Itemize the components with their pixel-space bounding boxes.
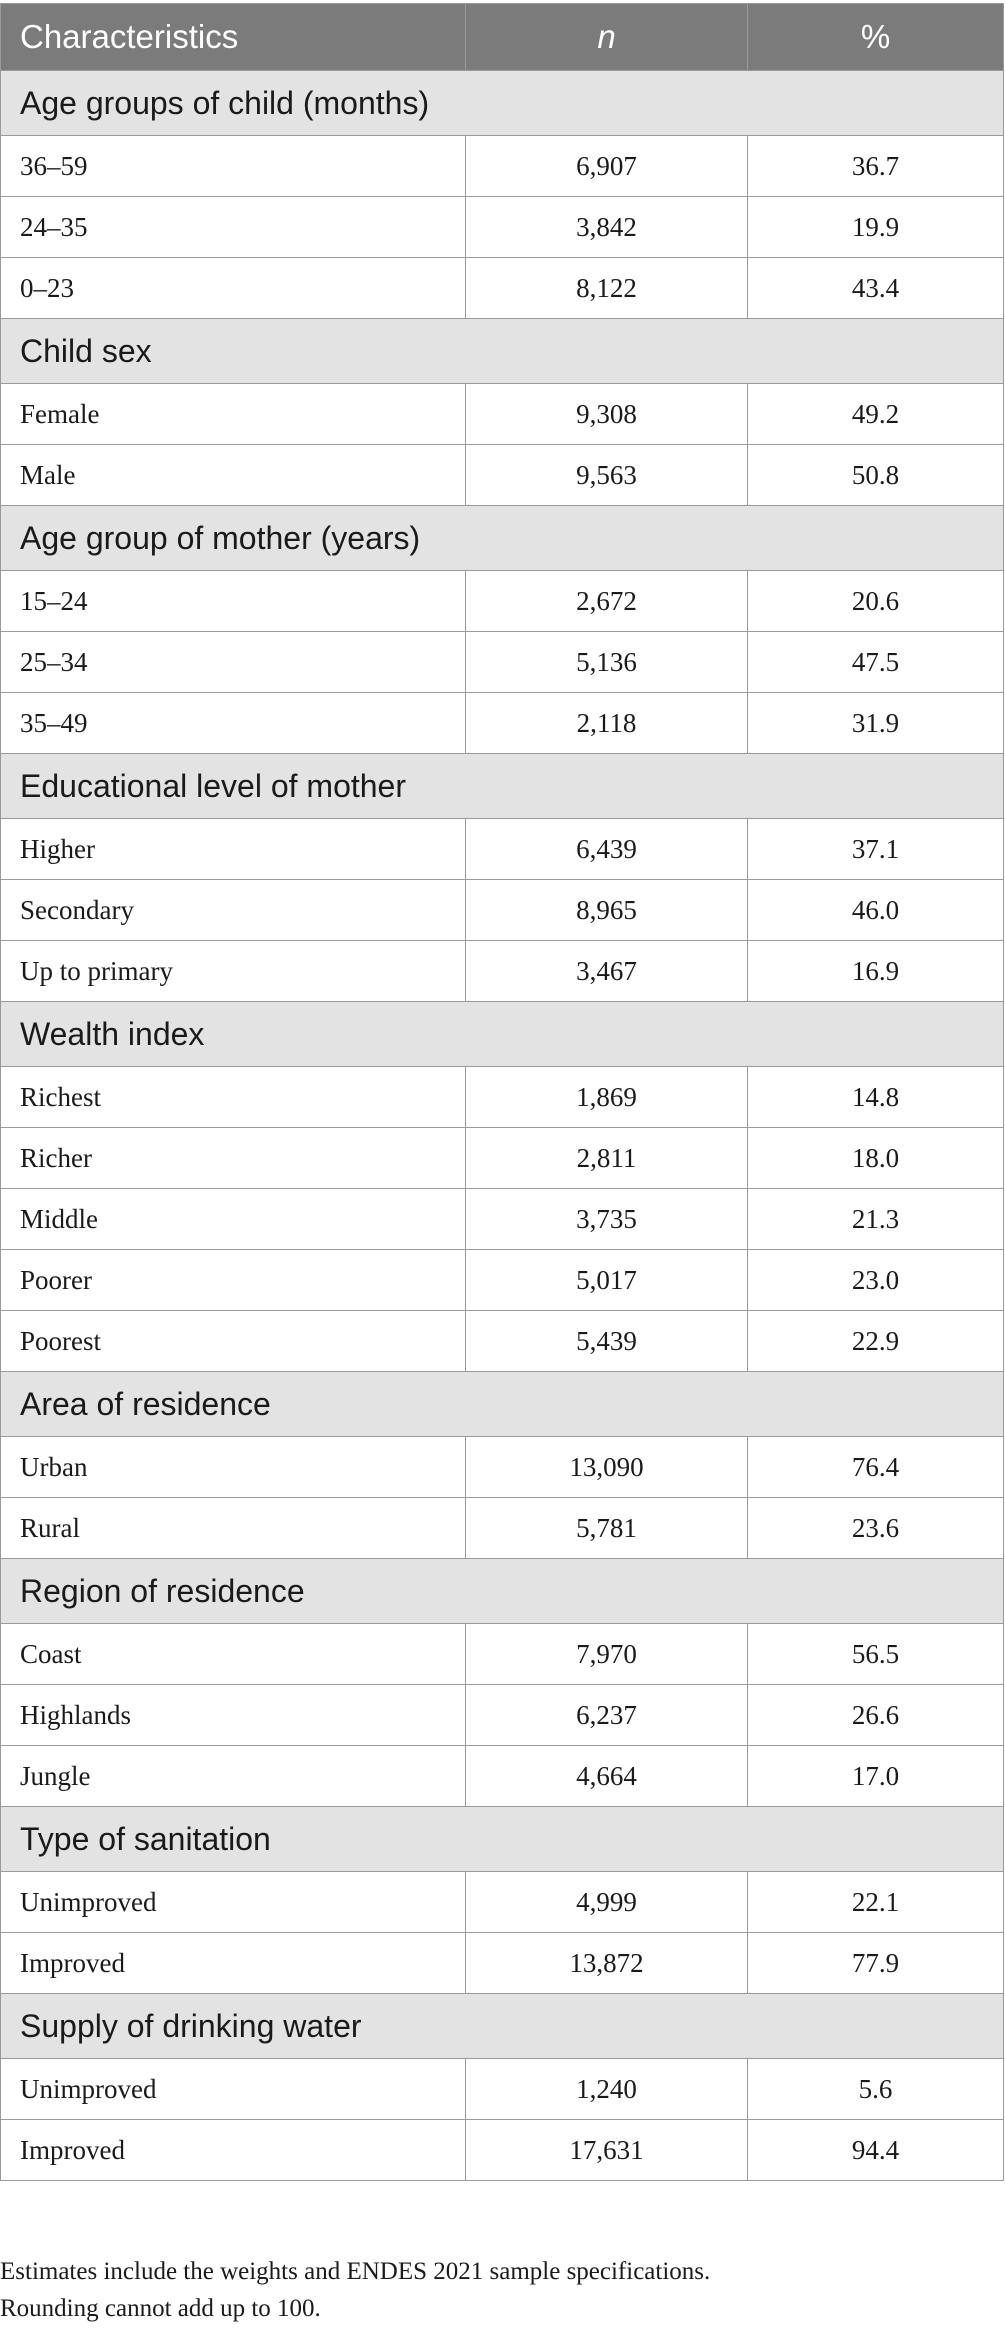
section-title: Child sex [1, 319, 1004, 384]
row-label: Male [1, 445, 466, 506]
row-percent-value: 37.1 [748, 819, 1004, 880]
row-percent-value: 46.0 [748, 880, 1004, 941]
row-n-value: 17,631 [466, 2120, 748, 2181]
section-header-row [1, 1559, 1004, 1624]
row-n-value: 9,308 [466, 384, 748, 445]
characteristics-table-container [0, 3, 1003, 2181]
header-n: n [466, 4, 748, 71]
row-percent-value: 22.9 [748, 1311, 1004, 1372]
table-row [1, 1128, 1004, 1189]
row-label: 24–35 [1, 197, 466, 258]
row-percent-value: 56.5 [748, 1624, 1004, 1685]
row-n-value: 1,240 [466, 2059, 748, 2120]
row-n-value: 6,439 [466, 819, 748, 880]
row-percent-value: 50.8 [748, 445, 1004, 506]
row-label: Unimproved [1, 1872, 466, 1933]
section-header-row [1, 506, 1004, 571]
row-n-value: 5,136 [466, 632, 748, 693]
row-label: Middle [1, 1189, 466, 1250]
footnote-line-1: Estimates include the weights and ENDES 2021 sample specifications. [0, 2258, 711, 2285]
header-row [1, 4, 1004, 71]
row-percent-value: 20.6 [748, 571, 1004, 632]
row-label: Female [1, 384, 466, 445]
row-n-value: 9,563 [466, 445, 748, 506]
row-n-value: 2,118 [466, 693, 748, 754]
row-label: Rural [1, 1498, 466, 1559]
section-title: Educational level of mother [1, 754, 1004, 819]
table-row [1, 571, 1004, 632]
footnote-line-2: Rounding cannot add up to 100. [0, 2295, 321, 2322]
table-row [1, 1250, 1004, 1311]
section-header-row [1, 754, 1004, 819]
section-header-row [1, 1994, 1004, 2059]
table-row [1, 693, 1004, 754]
table-row [1, 1872, 1004, 1933]
row-n-value: 13,090 [466, 1437, 748, 1498]
row-label: Urban [1, 1437, 466, 1498]
row-n-value: 8,965 [466, 880, 748, 941]
section-title: Type of sanitation [1, 1807, 1004, 1872]
row-label: Secondary [1, 880, 466, 941]
table-row [1, 1189, 1004, 1250]
row-label: Improved [1, 1933, 466, 1994]
table-row [1, 258, 1004, 319]
row-n-value: 3,467 [466, 941, 748, 1002]
section-header-row [1, 1372, 1004, 1437]
section-title: Region of residence [1, 1559, 1004, 1624]
row-percent-value: 14.8 [748, 1067, 1004, 1128]
row-n-value: 3,735 [466, 1189, 748, 1250]
row-n-value: 6,237 [466, 1685, 748, 1746]
row-n-value: 6,907 [466, 136, 748, 197]
table-row [1, 632, 1004, 693]
table-header [1, 4, 1004, 71]
row-n-value: 1,869 [466, 1067, 748, 1128]
row-n-value: 5,439 [466, 1311, 748, 1372]
section-header-row [1, 1002, 1004, 1067]
table-footnote [0, 2253, 710, 2327]
table-row [1, 819, 1004, 880]
row-label: 15–24 [1, 571, 466, 632]
row-n-value: 2,672 [466, 571, 748, 632]
row-percent-value: 43.4 [748, 258, 1004, 319]
characteristics-table [0, 3, 1004, 2181]
section-title: Wealth index [1, 1002, 1004, 1067]
table-row [1, 2120, 1004, 2181]
row-percent-value: 77.9 [748, 1933, 1004, 1994]
row-percent-value: 22.1 [748, 1872, 1004, 1933]
row-percent-value: 18.0 [748, 1128, 1004, 1189]
row-percent-value: 26.6 [748, 1685, 1004, 1746]
section-header-row [1, 319, 1004, 384]
row-n-value: 4,664 [466, 1746, 748, 1807]
row-label: Up to primary [1, 941, 466, 1002]
section-header-row [1, 1807, 1004, 1872]
section-title: Supply of drinking water [1, 1994, 1004, 2059]
table-row [1, 384, 1004, 445]
row-label: Richest [1, 1067, 466, 1128]
row-n-value: 4,999 [466, 1872, 748, 1933]
row-label: Coast [1, 1624, 466, 1685]
section-header-row [1, 71, 1004, 136]
row-label: Higher [1, 819, 466, 880]
table-row [1, 880, 1004, 941]
row-label: Poorest [1, 1311, 466, 1372]
table-row [1, 1624, 1004, 1685]
row-n-value: 2,811 [466, 1128, 748, 1189]
row-percent-value: 94.4 [748, 2120, 1004, 2181]
row-percent-value: 47.5 [748, 632, 1004, 693]
row-label: Poorer [1, 1250, 466, 1311]
row-percent-value: 36.7 [748, 136, 1004, 197]
row-n-value: 5,017 [466, 1250, 748, 1311]
row-percent-value: 17.0 [748, 1746, 1004, 1807]
row-percent-value: 5.6 [748, 2059, 1004, 2120]
row-percent-value: 23.0 [748, 1250, 1004, 1311]
table-row [1, 941, 1004, 1002]
row-percent-value: 76.4 [748, 1437, 1004, 1498]
table-row [1, 1067, 1004, 1128]
table-row [1, 197, 1004, 258]
row-label: Improved [1, 2120, 466, 2181]
table-row [1, 1933, 1004, 1994]
table-row [1, 1685, 1004, 1746]
row-n-value: 5,781 [466, 1498, 748, 1559]
row-label: Jungle [1, 1746, 466, 1807]
table-row [1, 1311, 1004, 1372]
table-row [1, 136, 1004, 197]
header-characteristics: Characteristics [1, 4, 466, 71]
row-percent-value: 21.3 [748, 1189, 1004, 1250]
header-percent: % [748, 4, 1004, 71]
row-percent-value: 23.6 [748, 1498, 1004, 1559]
section-title: Area of residence [1, 1372, 1004, 1437]
table-row [1, 2059, 1004, 2120]
section-title: Age groups of child (months) [1, 71, 1004, 136]
row-label: Unimproved [1, 2059, 466, 2120]
row-label: 35–49 [1, 693, 466, 754]
table-row [1, 1746, 1004, 1807]
row-percent-value: 31.9 [748, 693, 1004, 754]
section-title: Age group of mother (years) [1, 506, 1004, 571]
row-percent-value: 16.9 [748, 941, 1004, 1002]
table-row [1, 1437, 1004, 1498]
row-n-value: 8,122 [466, 258, 748, 319]
row-label: 36–59 [1, 136, 466, 197]
table-row [1, 1498, 1004, 1559]
row-label: Highlands [1, 1685, 466, 1746]
table-row [1, 445, 1004, 506]
row-label: Richer [1, 1128, 466, 1189]
row-n-value: 7,970 [466, 1624, 748, 1685]
row-n-value: 13,872 [466, 1933, 748, 1994]
row-percent-value: 19.9 [748, 197, 1004, 258]
row-label: 0–23 [1, 258, 466, 319]
row-n-value: 3,842 [466, 197, 748, 258]
table-body [1, 71, 1004, 2181]
row-label: 25–34 [1, 632, 466, 693]
row-percent-value: 49.2 [748, 384, 1004, 445]
